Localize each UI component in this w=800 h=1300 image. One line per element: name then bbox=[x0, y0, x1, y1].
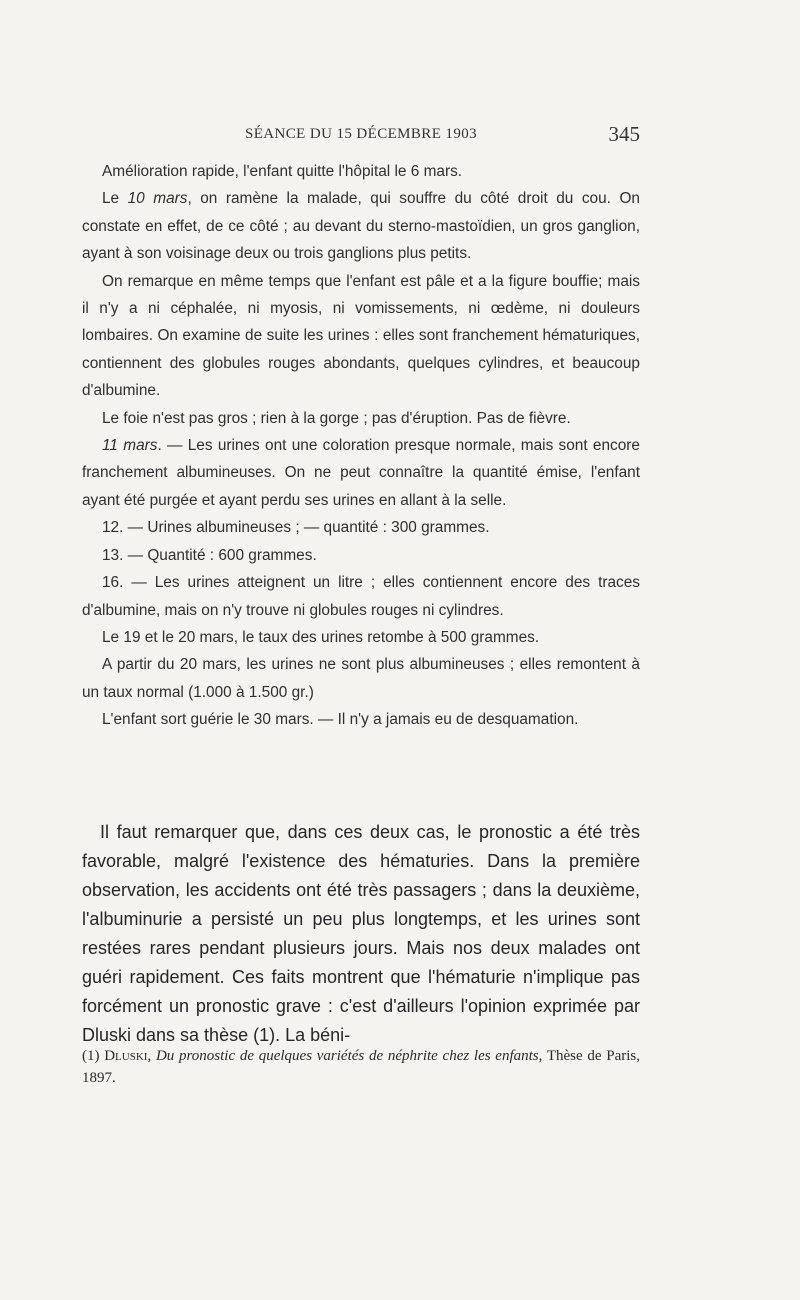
text-run: , on ramène la malade, qui souffre du côté droit du cou. On constate en effet, de ce côté ; au devant du sterno-mastoïdien, un gros ganglion, ayant à son voisinage deux ou trois ganglions plus petits. bbox=[82, 190, 640, 263]
paragraph: L'enfant sort guérie le 30 mars. — Il n'y a jamais eu de desquamation. bbox=[102, 711, 579, 729]
page-header bbox=[82, 122, 640, 150]
paragraph: On remarque en même temps que l'enfant est pâle et a la figure bouffie; mais il n'y a ni céphalée, ni myosis, ni vomissements, ni œdème, ni douleurs lombaires. On examine de suite les urines : elles sont franchement hématuriques, contiennent des globules rouges abondants, quelques cylindres, et beaucoup d'albumine. bbox=[82, 272, 640, 400]
paragraph: A partir du 20 mars, les urines ne sont plus albumineuses ; elles remontent à un taux normal (1.000 à 1.500 gr.) bbox=[82, 656, 640, 701]
paragraph: Le foie n'est pas gros ; rien à la gorge ; pas d'éruption. Pas de fièvre. bbox=[102, 409, 571, 427]
paragraph: 12. — Urines albumineuses ; — quantité : 300 grammes. bbox=[102, 519, 490, 537]
case-notes bbox=[82, 158, 640, 734]
paragraph: 13. — Quantité : 600 grammes. bbox=[102, 546, 317, 564]
footnote-source: , Thèse de Paris, 1897. bbox=[82, 1048, 641, 1086]
text-run: Le bbox=[102, 190, 128, 208]
discussion bbox=[82, 818, 640, 1050]
footnote-title: Du pronostic de quelques variétés de néphrite chez les enfants bbox=[155, 1048, 539, 1064]
paragraph bbox=[82, 185, 640, 267]
footnote-text: (1) Dluski, Du pronostic de quelques variétés de néphrite chez les enfants, Thèse de Paris, 1897. bbox=[82, 1048, 641, 1086]
footnote-marker: (1) bbox=[82, 1048, 105, 1064]
paragraph: 16. — Les urines atteignent un litre ; elles contiennent encore des traces d'albumine, mais on n'y trouve ni globules rouges ni cylindres. bbox=[82, 574, 640, 619]
running-title: SÉANCE DU 15 DÉCEMBRE 1903 bbox=[244, 126, 478, 142]
footnote bbox=[82, 1045, 640, 1089]
paragraph bbox=[82, 432, 640, 514]
paragraph: Le 19 et le 20 mars, le taux des urines retombe à 500 grammes. bbox=[102, 628, 540, 646]
paragraph: Amélioration rapide, l'enfant quitte l'hôpital le 6 mars. bbox=[102, 163, 463, 180]
paragraph: Il faut remarquer que, dans ces deux cas, le pronostic a été très favorable, malgré l'existence des hématuries. Dans la première observation, les accidents ont été très passagers ; dans la deuxième, l'albuminurie a persisté un peu plus longtemps, et les urines sont restées rares pendant plusieurs jours. Mais nos deux malades ont guéri rapidement. Ces faits montrent que l'hématurie n'implique pas forcément un pronostic grave : c'est d'ailleurs l'opinion exprimée par Dluski dans sa thèse (1). La béni- bbox=[82, 822, 640, 1045]
date-italic: 10 mars bbox=[127, 190, 188, 208]
date-italic: 11 mars bbox=[102, 437, 158, 455]
page-number: 345 bbox=[608, 122, 640, 146]
footnote-author: Dluski bbox=[104, 1048, 148, 1064]
text-run: . — Les urines ont une coloration presque normale, mais sont encore franchement albumineuses. On ne peut connaître la quantité émise, l'enfant ayant été purgée et ayant perdu ses urines en allant à la selle. bbox=[82, 437, 640, 509]
